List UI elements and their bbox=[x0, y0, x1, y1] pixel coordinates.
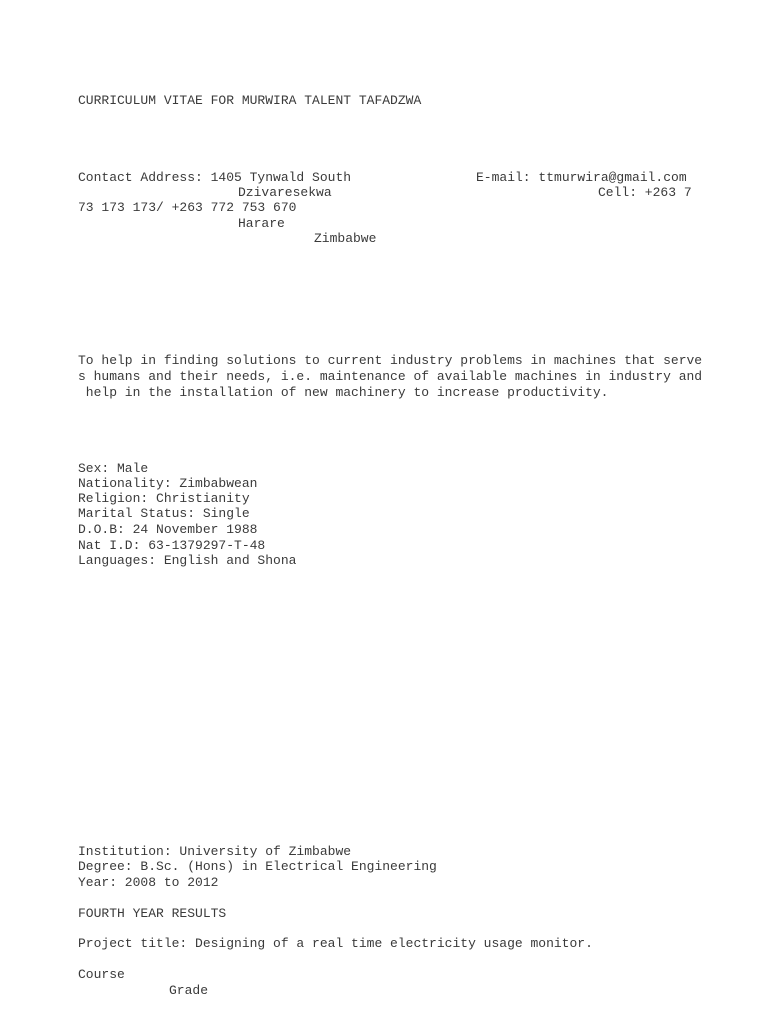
personal-national-id: Nat I.D: 63-1379297-T-48 bbox=[78, 538, 266, 553]
contact-cell-continued: 73 173 173/ +263 772 753 670 bbox=[78, 200, 297, 215]
education-degree: Degree: B.Sc. (Hons) in Electrical Engineering bbox=[78, 859, 437, 874]
contact-cell: Cell: +263 7 bbox=[598, 185, 692, 200]
results-heading: FOURTH YEAR RESULTS bbox=[78, 906, 227, 921]
personal-sex: Sex: Male bbox=[78, 461, 149, 476]
personal-languages: Languages: English and Shona bbox=[78, 553, 297, 568]
personal-nationality: Nationality: Zimbabwean bbox=[78, 476, 258, 491]
table-header-course: Course bbox=[78, 967, 125, 982]
objective-line: s humans and their needs, i.e. maintenance of available machines in industry and bbox=[78, 369, 703, 384]
education-year: Year: 2008 to 2012 bbox=[78, 875, 219, 890]
contact-address-line-3: Harare bbox=[238, 216, 285, 231]
education-institution: Institution: University of Zimbabwe bbox=[78, 844, 352, 859]
contact-email: E-mail: ttmurwira@gmail.com bbox=[476, 170, 687, 185]
project-title: Project title: Designing of a real time electricity usage monitor. bbox=[78, 936, 593, 951]
personal-marital-status: Marital Status: Single bbox=[78, 506, 250, 521]
objective-line: To help in finding solutions to current industry problems in machines that serve bbox=[78, 353, 703, 368]
table-header-grade: Grade bbox=[169, 983, 209, 998]
personal-religion: Religion: Christianity bbox=[78, 491, 250, 506]
document-title: CURRICULUM VITAE FOR MURWIRA TALENT TAFADZWA bbox=[78, 93, 422, 108]
personal-dob: D.O.B: 24 November 1988 bbox=[78, 522, 258, 537]
contact-address-line-4: Zimbabwe bbox=[314, 231, 377, 246]
contact-address-line-1: Contact Address: 1405 Tynwald South bbox=[78, 170, 352, 185]
contact-address-line-2: Dzivaresekwa bbox=[238, 185, 332, 200]
objective-line: help in the installation of new machinery to increase productivity. bbox=[78, 385, 609, 400]
